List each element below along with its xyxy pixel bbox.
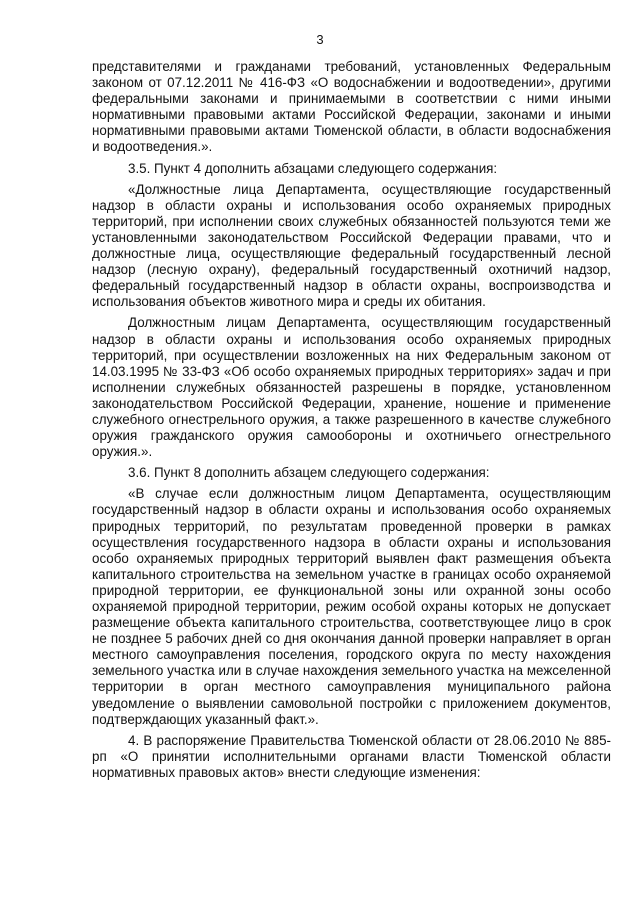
paragraph-continuation: представителями и гражданами требований, установленных Федеральным законом от 07.12.2011 № 416-ФЗ «О водоснабжении и водоотведении», другими федеральными законами и принимаемыми в соответствии с ними иными нормативными правовыми актами Российской Федерации, законами и иными нормативными правовыми актами Тюменской области, в области водоснабжения и водоотведения.». — [92, 59, 611, 155]
document-body — [92, 59, 611, 786]
paragraph-item-4: 4. В распоряжение Правительства Тюменской области от 28.06.2010 № 885-рп «О принятии исполнительными органами власти Тюменской области нормативных правовых актов» внести следующие изменения: — [92, 732, 611, 780]
paragraph-item-3-6: 3.6. Пункт 8 дополнить абзацем следующего содержания: — [128, 465, 490, 481]
paragraph-officials-rights: «Должностные лица Департамента, осуществляющие государственный надзор в области охраны и использования особо охраняемых природных территорий, при исполнении своих служебных обязанностей пользуются теми же установленными законодательством Российской Федерации правами, что и должностные лица, осуществляющие федеральный государственный лесной надзор (лесную охрану), федеральный государственный охотничий надзор, федеральный государственный надзор в области охраны, воспроизводства и использования объектов животного мира и среды их обитания. — [92, 181, 611, 310]
paragraph-item-3-5: 3.5. Пункт 4 дополнить абзацами следующего содержания: — [128, 160, 498, 176]
paragraph-officials-weapons: Должностным лицам Департамента, осуществляющим государственный надзор в области охраны и использования особо охраняемых природных территорий, при осуществлении возложенных на них Федеральным законом от 14.03.1995 № 33-ФЗ «Об особо охраняемых природных территориях» задач и при исполнении служебных обязанностей разрешены в порядке, установленном законодательством Российской Федерации, хранение, ношение и применение служебного огнестрельного оружия, а также разрешенного в качестве служебного оружия гражданского оружия самообороны и охотничьего огнестрельного оружия.». — [92, 315, 611, 460]
paragraph-unauthorized-construction: «В случае если должностным лицом Департамента, осуществляющим государственный надзор в области охраны и использования особо охраняемых природных территорий, по результатам проведенной проверки в рамках осуществления государственного надзора в области охраны и использования особо охраняемых природных территорий выявлен факт размещения объекта капитального строительства на земельном участке в границах особо охраняемой природной территории, ее функциональной зоны или охранной зоны особо охраняемой природной территории, режим особой охраны которых не допускает размещение объекта капитального строительства, соответствующее лицо в срок не позднее 5 рабочих дней со дня окончания данной проверки направляет в орган местного самоуправления поселения, городского округа по месту нахождения земельного участка или в случае нахождения земельного участка на межселенной территории в орган местного самоуправления муниципального района уведомление о выявлении самовольной постройки с приложением документов, подтверждающих указанный факт.». — [92, 486, 611, 727]
page-number: 3 — [316, 32, 324, 47]
